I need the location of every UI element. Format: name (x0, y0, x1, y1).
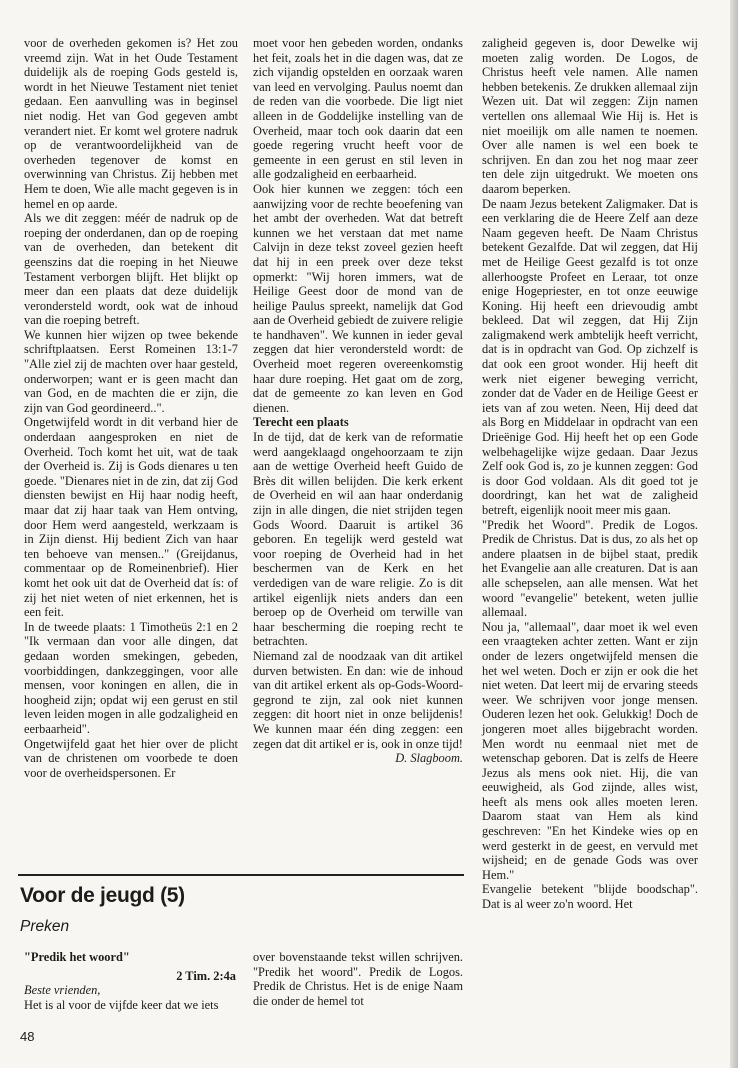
paragraph: Het is al voor de vijfde keer dat we iets (24, 997, 219, 1012)
text-column-2 (253, 36, 463, 766)
bible-reference: 2 Tim. 2:4a (176, 968, 236, 983)
paragraph: Evangelie betekent "blijde boodschap". Dat is al weer zo'n woord. Het (482, 882, 698, 912)
paragraph: In de tweede plaats: 1 Timotheüs 2:1 en 2 "Ik vermaan dan voor alle dingen, dat gedaan worden smekingen, gebeden, voorbiddingen, dankzeggingen, voor alle mensen, voor koningen en allen, die in hoogheid zijn; opdat wij een gerust en stil leven leiden mogen in alle godzaligheid en eerbaarheid". (24, 619, 238, 736)
paragraph: In de tijd, dat de kerk van de reformatie werd aangeklaagd ongehoorzaam te zijn aan de wettige Overheid heeft Guido de Brès dit willen belijden. Die kerk erkent de Overheid en wil aan haar onderdanig zijn in alle dingen, die niet strijden tegen Gods Woord. Daaruit is artikel 36 geboren. En tegelijk werd gesteld wat voor roeping de Overheid had in het beschermen van de Kerk en het verdedigen van de ware religie. Zo is dit artikel eigenlijk niets anders dan een beroep op de Overheid om terwille van haar bescherming die roeping recht te betrachten. (253, 430, 463, 649)
section-title: Voor de jeugd (5) (20, 884, 185, 907)
paragraph: De naam Jezus betekent Zaligmaker. Dat is een verklaring die de Heere Zelf aan deze Naam gegeven heeft. De Naam Christus betekent Gezalfde. Dat wil zeggen, dat Hij met de Heilige Geest gezalfd is tot onze allerhoogste Profeet en Leraar, tot onze enige Hogepriester, en tot onze eeuwige Koning. Hij heeft een drievoudig ambt bekleed. Dat wil zeggen, dat Hij Zijn zaligmakend werk ambtelijk heeft verricht, dat is in opdracht van God. Op zichzelf is dat ook een groot wonder. Hij heeft dit werk niet eigener beweging verricht, zonder dat de Vader en de Heilige Geest er iets van af zou weten. Neen, Hij deed dat als Borg en Middelaar in opdracht van een Drieënige God. Hij heeft het op een Gode welbehagelijke wijze gedaan. Daar Jezus Zelf ook God is, zo je kunnen zeggen: God is door God voldaan. Als dit goed tot je doordringt, kan het wat de zaligheid betreft, eigenlijk nooit meer mis gaan. (482, 196, 698, 517)
section-subheading: Terecht een plaats (253, 415, 349, 430)
section-divider (18, 874, 464, 876)
text-column-1 (24, 36, 238, 780)
paragraph: zaligheid gegeven is, door Dewelke wij moeten zalig worden. De Logos, de Christus heeft vele namen. Alle namen hebben betekenis. Ze drukken allemaal zijn Wezen uit. Dat wil zeggen: Zijn namen vertellen ons allemaal Wie Hij is. Het is niet moeilijk om alle namen te noemen. Over alle namen is wel een boek te schrijven. En dan zou het nog maar zeer ten dele zijn uitgedrukt. We moeten ons daarom beperken. (482, 36, 698, 196)
paragraph: over bovenstaande tekst willen schrijven. "Predik het woord". Predik de Logos. Predik de Christus. Het is de enige Naam die onder de hemel tot (253, 950, 463, 1008)
author-signature: D. Slagboom. (395, 751, 463, 766)
page-number: 48 (20, 1029, 35, 1044)
article-title: "Predik het woord" (24, 950, 130, 964)
paragraph: Niemand zal de noodzaak van dit artikel durven betwisten. En dan: wie de inhoud van dit artikel erkent als op-Gods-Woord-gegrond te zijn, zal ook niet kunnen zeggen: dit hoort niet in onze belijdenis! We kunnen maar één ding zeggen: een zegen dat dit artikel er is, ook in onze tijd! (253, 648, 463, 751)
paragraph: We kunnen hier wijzen op twee bekende schriftplaatsen. Eerst Romeinen 13:1-7 "Alle ziel zij de machten over haar gesteld, onderworpen; want er is geen macht dan van God, en de machten die er zijn, die zijn van God geordineerd..". (24, 327, 238, 415)
section-subtitle: Preken (20, 918, 70, 935)
text-column-3 (482, 36, 698, 1046)
paragraph: Ook hier kunnen we zeggen: tóch een aanwijzing voor de rechte beoefening van het ambt der overheden. Wat dat betreft kunnen we het verstaan dat met name Calvijn in deze tekst zoveel gezien heeft dat hij in een preek over deze tekst opmerkt: "Wij horen immers, wat de Heilige Geest door de mond van de heilige Paulus spreekt, namelijk dat God aan de Overheid gebiedt de zuivere religie te handhaven". We kunnen in ieder geval zeggen dat hier verondersteld wordt: de Overheid moet regeren overeenkomstig haar dure roeping. Het gaat om de zorg, dat de gemeente zo kan leven en God dienen. (253, 181, 463, 415)
paragraph: voor de overheden gekomen is? Het zou vreemd zijn. Wat in het Oude Testament duidelijk als de roeping Gods gesteld is, wordt in het Nieuwe Testament niet teniet gedaan. Een aanvulling was in beginsel niet nodig. Het van God gegeven ambt verandert niet. Er komt wel grotere nadruk op de verantwoordelijkheid van de overheden tegenover de komst en overwinning van Christus. Zij hebben met Hem te doen, Wie alle macht gegeven is in hemel en op aarde. (24, 36, 238, 211)
paragraph: moet voor hen gebeden worden, ondanks het feit, zoals het in die dagen was, dat ze zich vijandig opstelden en oorzaak waren van leed en vervolging. Paulus noemt dan de reden van die voorbede. Die ligt niet alleen in de Goddelijke instelling van de Overheid, maar toch ook daarin dat een goede regering vrucht heeft voor de gemeente in een gerust en stil leven in alle godzaligheid en eerbaarheid. (253, 36, 463, 182)
article-header (24, 950, 236, 1012)
paragraph: Ongetwijfeld gaat het hier over de plicht van de christenen om voorbede te doen voor de overheidspersonen. Er (24, 736, 238, 780)
paragraph: Ongetwijfeld wordt in dit verband hier de onderdaan aangesproken en niet de Overheid. Toch komt het uit, wat de taak der Overheid is. Zij is Gods dienares u ten goede. "Dienares niet in de zin, dat zij God diensten bewijst en Hij haar nodig heeft, maar dat zij haar taak van Hem ontving, door Hem werd aangesteld, werkzaam is in Zijn dienst. Hij bedient Zich van haar ten behoeve van mensen.." (Greijdanus, commentaar op de Romeinenbrief). Hier komt het ook uit dat de Overheid dat ís: of zij het niet weten of niet erkennen, het is een feit. (24, 415, 238, 620)
salutation: Beste vrienden, (24, 983, 101, 998)
paragraph: Als we dit zeggen: méér de nadruk op de roeping der onderdanen, dan op de roeping van de overheden, dan betekent dit geenszins dat die roeping in het Nieuwe Testament verborgen blijft. Het blijkt op meer dan een plaats dat deze duidelijk verondersteld wordt, ook wat de inhoud van die roeping betreft. (24, 211, 238, 328)
page-edge-shadow (730, 0, 738, 1068)
article-column-2 (253, 950, 463, 1008)
paragraph: "Predik het Woord". Predik de Logos. Predik de Christus. Dat is dus, zo als het op andere plaatsen in de bijbel staat, predik het Evangelie aan alle creaturen. Dat is aan alle schepselen, aan alle mensen. Wat het woord "evangelie" betekent, weten jullie allemaal. (482, 517, 698, 620)
paragraph: Nou ja, "allemaal", daar moet ik wel even een vraagteken achter zetten. Want er zijn onder de lezers ongetwijfeld mensen die het wel weten. Doch er zijn er ook die het niet weten. Dat leert mij de ervaring steeds weer. We schrijven voor jonge mensen. Ouderen lezen het ook. Gelukkig! Doch de jongeren moet alles bijgebracht worden. Men wordt nu eenmaal niet met de wetenschap geboren. Dat is zelfs de Heere Jezus als mens ook niet. Hij, die van eeuwigheid, als God zijnde, alles wist, heeft als mens ook alles moeten leren. Daarom staat van Hem als kind geschreven: "En het Kindeke wies op en werd gesterkt in de geest, en vervuld met wijsheid; en de genade Gods was over Hem." (482, 619, 698, 882)
